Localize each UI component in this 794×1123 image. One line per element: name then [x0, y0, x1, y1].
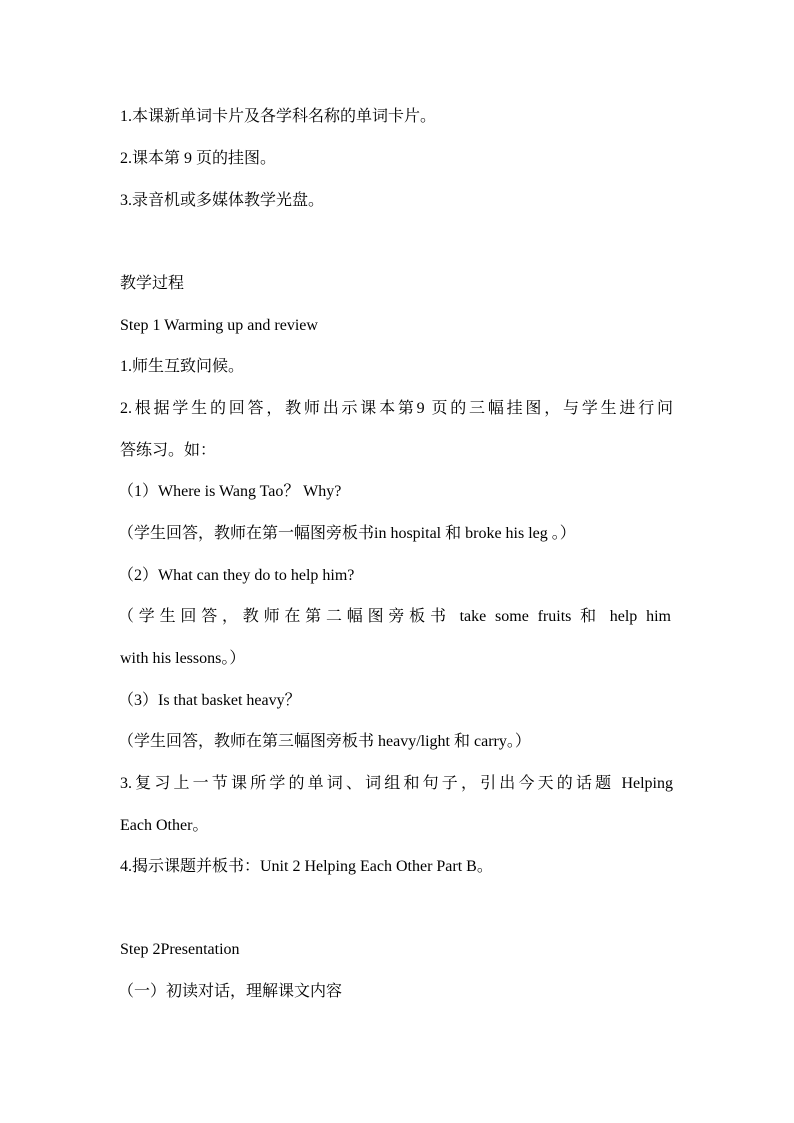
step-1-heading: Step 1 Warming up and review — [120, 317, 318, 334]
step-1-item-4: 4.揭示课题并板书：Unit 2 Helping Each Other Part B。 — [120, 858, 493, 875]
step-1-item-3: 3.复习上一节课所学的单词、词组和句子，引出今天的话题 Helping — [120, 775, 673, 792]
step-1-item-2: 2.根据学生的回答，教师出示课本第9 页的三幅挂图，与学生进行问 — [120, 400, 673, 417]
step-1-item-2-continued: 答练习。如： — [120, 442, 217, 459]
prep-item-3: 3.录音机或多媒体教学光盘。 — [120, 192, 325, 209]
answer-note-2-continued: with his lessons。） — [120, 650, 246, 667]
section-heading-teaching-process: 教学过程 — [120, 275, 185, 292]
step-2-heading: Step 2Presentation — [120, 941, 240, 958]
question-2: （2）What can they do to help him? — [118, 567, 355, 584]
prep-item-1: 1.本课新单词卡片及各学科名称的单词卡片。 — [120, 108, 437, 125]
question-3: （3）Is that basket heavy？ — [118, 692, 301, 709]
prep-item-2: 2.课本第 9 页的挂图。 — [120, 150, 277, 167]
step-1-item-3-continued: Each Other。 — [120, 817, 209, 834]
answer-note-1: （学生回答，教师在第一幅图旁板书in hospital 和 broke his leg 。） — [118, 525, 576, 542]
question-1: （1）Where is Wang Tao？ Why? — [118, 483, 342, 500]
answer-note-2: （学生回答，教师在第二幅图旁板书 take some fruits 和 help him — [118, 608, 671, 625]
step-2-subheading: （一）初读对话，理解课文内容 — [118, 983, 343, 1000]
answer-note-3: （学生回答，教师在第三幅图旁板书 heavy/light 和 carry。） — [118, 733, 531, 750]
step-1-item-1: 1.师生互致问候。 — [120, 358, 245, 375]
